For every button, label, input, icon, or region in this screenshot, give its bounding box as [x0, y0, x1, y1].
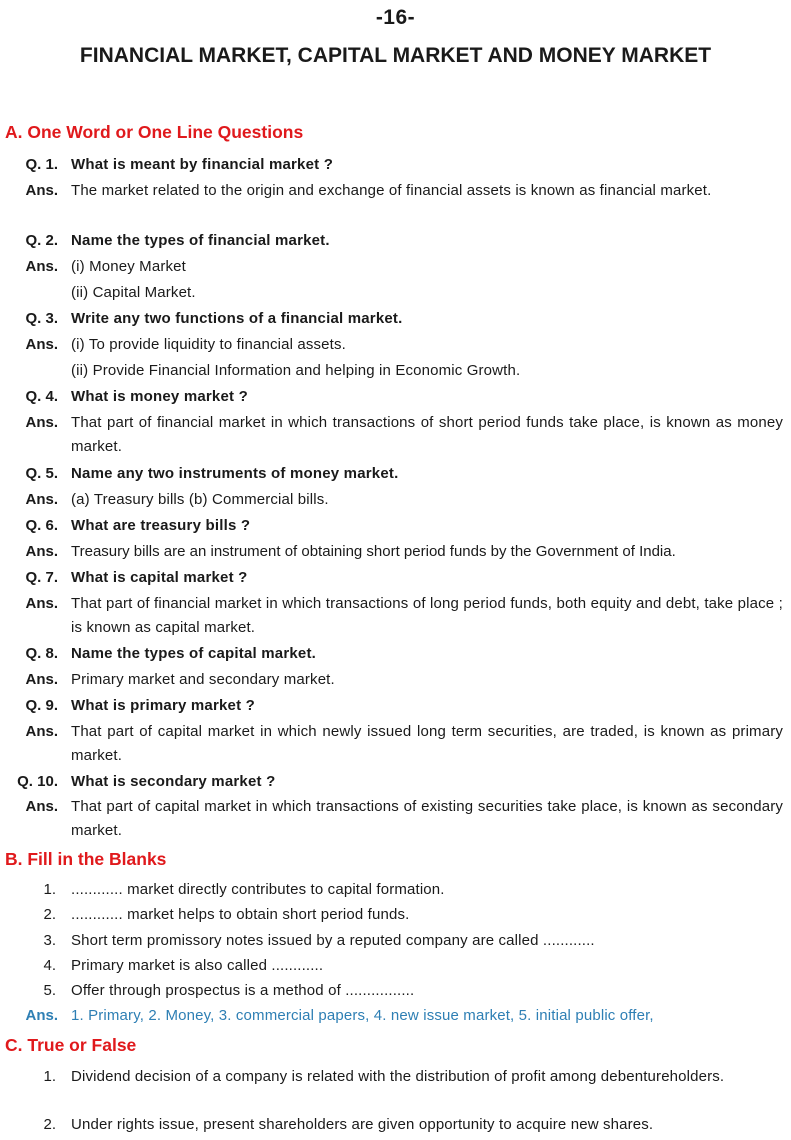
answer-text: That part of capital market in which newly issued long term securities, are traded, is known as primary market.: [71, 723, 783, 764]
answer-label: Ans.: [25, 336, 58, 353]
page-number: -16-: [375, 6, 416, 29]
answer-text: (ii) Capital Market.: [71, 284, 196, 301]
list-number: 1.: [43, 881, 56, 898]
answer-text: (a) Treasury bills (b) Commercial bills.: [71, 491, 329, 508]
question-text: What is meant by financial market ?: [71, 156, 334, 173]
list-text: Short term promissory notes issued by a reputed company are called ............: [71, 932, 595, 949]
answer-text: That part of financial market in which transactions of short period funds take place, is known as money market.: [71, 414, 783, 455]
answer-label: Ans.: [25, 723, 58, 740]
answer-label: Ans.: [25, 1007, 58, 1024]
question-text: What is primary market ?: [71, 697, 256, 714]
list-number: 2.: [43, 906, 56, 923]
answer-label: Ans.: [25, 258, 58, 275]
question-text: Name the types of capital market.: [71, 645, 317, 662]
answer-text: That part of financial market in which transactions of long period funds, both equity and debt, take place ; is known as capital market.: [71, 595, 783, 636]
question-text: What is secondary market ?: [71, 773, 276, 790]
answer-label: Ans.: [25, 491, 58, 508]
question-text: Name any two instruments of money market.: [71, 465, 399, 482]
answer-label: Ans.: [25, 595, 58, 612]
section-a-heading: A. One Word or One Line Questions: [5, 122, 304, 142]
question-label: Q. 10.: [17, 773, 58, 790]
section-c-heading: C. True or False: [5, 1035, 137, 1055]
question-label: Q. 1.: [25, 156, 58, 173]
list-number: 1.: [43, 1068, 56, 1085]
answer-text: (i) To provide liquidity to financial assets.: [71, 336, 346, 353]
fill-blanks-answer-text: 1. Primary, 2. Money, 3. commercial papers, 4. new issue market, 5. initial public offer,: [71, 1007, 654, 1024]
question-text: What is money market ?: [71, 388, 248, 405]
question-text: What is capital market ?: [71, 569, 248, 586]
page-title: FINANCIAL MARKET, CAPITAL MARKET AND MONEY MARKET: [79, 44, 712, 67]
answer-text: (i) Money Market: [71, 258, 186, 275]
answer-text: That part of capital market in which transactions of existing securities take place, is known as secondary market.: [71, 798, 783, 839]
question-text: Name the types of financial market.: [71, 232, 330, 249]
question-text: Write any two functions of a financial market.: [71, 310, 403, 327]
list-number: 2.: [43, 1116, 56, 1133]
list-number: 5.: [43, 982, 56, 999]
answer-text: Primary market and secondary market.: [71, 671, 335, 688]
question-label: Q. 2.: [25, 232, 58, 249]
answer-label: Ans.: [25, 414, 58, 431]
question-label: Q. 9.: [25, 697, 58, 714]
list-text: ............ market helps to obtain short period funds.: [71, 906, 410, 923]
answer-label: Ans.: [25, 182, 58, 199]
question-label: Q. 8.: [25, 645, 58, 662]
section-b-heading: B. Fill in the Blanks: [5, 849, 167, 869]
list-text: Offer through prospectus is a method of ................: [71, 982, 415, 999]
answer-label: Ans.: [25, 671, 58, 688]
list-text: Under rights issue, present shareholders are given opportunity to acquire new shares.: [71, 1116, 654, 1133]
question-label: Q. 3.: [25, 310, 58, 327]
answer-text: The market related to the origin and exchange of financial assets is known as financial market.: [71, 182, 712, 199]
question-label: Q. 4.: [25, 388, 58, 405]
list-number: 3.: [43, 932, 56, 949]
answer-label: Ans.: [25, 798, 58, 815]
question-label: Q. 7.: [25, 569, 58, 586]
answer-text: (ii) Provide Financial Information and helping in Economic Growth.: [71, 362, 521, 379]
list-number: 4.: [43, 957, 56, 974]
question-label: Q. 6.: [25, 517, 58, 534]
list-text: Dividend decision of a company is related with the distribution of profit among debentureholders.: [71, 1068, 725, 1085]
answer-label: Ans.: [25, 543, 58, 560]
list-text: ............ market directly contributes to capital formation.: [71, 881, 445, 898]
question-text: What are treasury bills ?: [71, 517, 251, 534]
list-text: Primary market is also called ............: [71, 957, 324, 974]
answer-text: Treasury bills are an instrument of obtaining short period funds by the Government of India.: [71, 543, 676, 560]
question-label: Q. 5.: [25, 465, 58, 482]
